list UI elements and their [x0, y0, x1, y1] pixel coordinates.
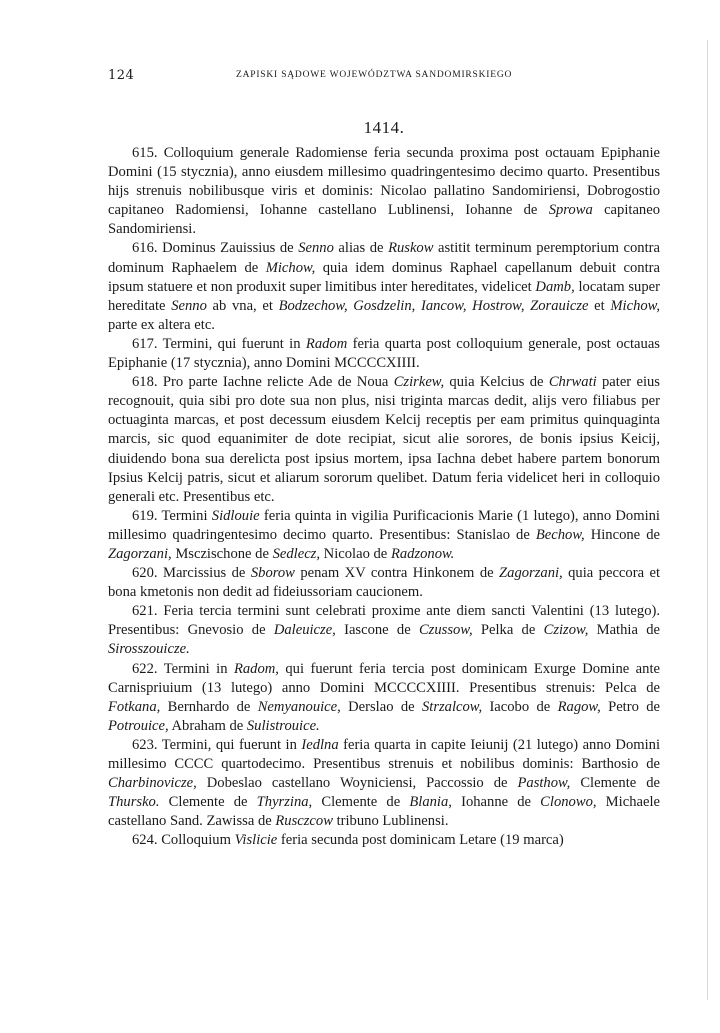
entry-text: Termini, qui fuerunt in [157, 335, 306, 352]
entry-paragraph [108, 660, 660, 736]
entry-text: Michaele castellano Sand. Zawissa de [108, 794, 660, 830]
place-name: Thyrzina, [256, 794, 313, 811]
running-title: ZAPISKI SĄDOWE WOJEWÓDZTWA SANDOMIRSKIEGO [236, 70, 513, 80]
entry-text: feria quinta in vigilia Purificacionis Marie (1 lutego), anno Domini millesimo quadringentesimo decimo quarto. Presentibus: Stanislao de [108, 507, 660, 543]
entry-text: ab vna, et [206, 297, 279, 314]
place-name: Pasthow, [517, 775, 571, 792]
place-name: Clonowo, [540, 794, 597, 811]
entry-text: Iascone de [335, 622, 419, 639]
running-head [108, 68, 660, 86]
entry-text: feria quarta in capite Ieiunij (21 lutego) anno Domini millesimo CCCC quartodecimo. Presentibus strenuis et nobilibus dominis: Barthosio de [108, 736, 660, 772]
entry-text: Iohanne de [451, 794, 541, 811]
entry-text: Hincone de [584, 526, 660, 543]
entry-text: Clemente de [159, 794, 257, 811]
place-name: Senno [171, 297, 207, 314]
entry-text: Colloquium [157, 832, 235, 849]
entry-number: 617. [132, 335, 158, 352]
place-name: Damb, [535, 278, 575, 295]
place-name: Ruskow [388, 240, 434, 257]
entry-text: Colloquium generale Radomiense feria secunda proxima post octauam Epiphanie Domini (15 stycznia), anno eiusdem millesimo quadringentesimo decimo quarto. Presentibus hijs strenuis nobilibusque viris et dominis: Nicolao pallatino Sandomiriensi, Dobrogostio capitaneo Radomiensi, Iohanne castellano Lublinensi, Iohanne de [108, 145, 660, 219]
page-edge-rule [707, 40, 708, 1000]
place-name: Ragow, [557, 698, 601, 715]
entry-text: Dobeslao castellano Woyniciensi, Paccossio de [196, 775, 518, 792]
entry-text: locatam super hereditate [108, 278, 660, 314]
place-name: Czizow, [543, 622, 589, 639]
place-name: Iedlna [301, 736, 339, 753]
entry-text: alias de [333, 240, 389, 257]
entries-body [108, 144, 660, 850]
entry-text: parte ex altera etc. [108, 316, 215, 333]
place-name: Czirkew, [393, 374, 445, 391]
entry-text: Termini in [157, 660, 234, 677]
place-name: Sidlouie [211, 507, 260, 524]
entry-text: Bernhardo de [160, 698, 258, 715]
page-number: 124 [108, 68, 135, 83]
entry-number: 622. [132, 660, 158, 677]
place-name: Bodzechow, Gosdzelin, Iancow, Hostrow, Zorauicze [278, 297, 589, 314]
place-name: Thursko. [108, 794, 160, 811]
entry-paragraph [108, 602, 660, 659]
entry-paragraph [108, 335, 660, 373]
entry-number: 623. [132, 736, 158, 753]
place-name: Sirosszouicze. [108, 641, 190, 658]
entry-text: Clemente de [312, 794, 410, 811]
entry-text: Mathia de [588, 622, 660, 639]
entry-text: quia Kelcius de [444, 374, 549, 391]
entry-text: penam XV contra Hinkonem de [294, 565, 500, 582]
entry-text: astitit terminum peremptorium contra dominum Raphaelem de [108, 240, 660, 276]
place-name: Strzalcow, [421, 698, 483, 715]
entry-paragraph [108, 507, 660, 564]
entry-number: 615. [132, 145, 158, 161]
entry-paragraph [108, 736, 660, 831]
place-name: Sulistrouice. [246, 717, 320, 734]
place-name: Nemyanouice, [257, 698, 341, 715]
entry-text: Msczischone de [171, 545, 273, 562]
place-name: Blania, [409, 794, 452, 811]
place-name: Senno [298, 240, 334, 257]
place-name: Sprowa [548, 202, 593, 219]
place-name: Chrwati [548, 374, 597, 391]
place-name: Bechow, [535, 526, 585, 543]
place-name: Zagorzani, [108, 545, 172, 562]
entry-paragraph [108, 564, 660, 602]
entry-text: Feria tercia termini sunt celebrati proxime ante diem sancti Valentini (13 lutego). Presentibus: Gnevosio de [108, 603, 660, 639]
entry-number: 616. [132, 240, 158, 257]
entry-paragraph [108, 239, 660, 334]
place-name: Rusczcow [275, 813, 333, 830]
entry-text: Pelka de [472, 622, 544, 639]
entry-text: Nicolao de [320, 545, 391, 562]
entry-text: feria secunda post dominicam Letare (19 marca) [277, 832, 564, 849]
entry-text: qui fuerunt feria tercia post dominicam Exurge Domine ante Carnispriuium (13 lutego) anno Domini MCCCCXIIII. Presentibus strenuis: Pelca de [108, 660, 660, 696]
place-name: Zagorzani, [499, 565, 563, 582]
entry-paragraph [108, 831, 660, 850]
year-heading: 1414. [363, 118, 405, 137]
place-name: Radzonow. [390, 545, 455, 562]
entry-text: Marcissius de [157, 565, 251, 582]
entry-text: pater eius recognouit, quia sibi pro dote sua non plus, nisi triginta marcas dedit, alijs vero filiabus per octuaginta marcas, et post decessum eiusdem Kelcij receptis per eam primitus quinquaginta marcis, sic quod equanimiter de dote recipiat, sicut alie sorores, de bonis ipsius Keicij, diuidendo bona sua derelicta post ipsius mortem, ipsa Iachna debet habere partem bonorum Ipsius Kelcij patris, sicut et aliarum sororum quelibet. Datum feria videlicet heri in colloquio generali etc. Presentibus etc. [108, 374, 660, 505]
entry-number: 618. [132, 374, 158, 391]
entry-text: Derslao de [340, 698, 422, 715]
entry-text: et [588, 297, 611, 314]
entry-text: Clemente de [570, 775, 660, 792]
place-name: Sborow [250, 565, 295, 582]
entry-paragraph [108, 144, 660, 239]
entry-text: Petro de [600, 698, 660, 715]
place-name: Charbinovicze, [108, 775, 197, 792]
entry-text: Dominus Zauissius de [157, 240, 299, 257]
place-name: Radom [305, 335, 348, 352]
entry-number: 624. [132, 832, 158, 849]
entry-text: Abraham de [168, 717, 247, 734]
entry-paragraph [108, 373, 660, 507]
entry-text: capitaneo Sandomiriensi. [108, 202, 660, 238]
entry-text: Termini, qui fuerunt in [157, 736, 302, 753]
entry-text: feria quarta post colloquium generale, post octauas Epiphanie (17 stycznia), anno Domini MCCCCXIIII. [108, 335, 660, 372]
place-name: Daleuicze, [273, 622, 336, 639]
entry-text: quia peccora et bona kmetonis non dedit ad fideiussoriam caucionem. [108, 565, 661, 601]
entry-number: 620. [132, 565, 158, 582]
entry-text: Iacobo de [482, 698, 558, 715]
entry-number: 619. [132, 507, 158, 524]
place-name: Sedlecz, [272, 545, 321, 562]
entry-number: 621. [132, 603, 158, 620]
place-name: Fotkana, [108, 698, 161, 715]
place-name: Vislicie [234, 832, 278, 849]
entry-text: Termini [157, 507, 212, 524]
place-name: Radom, [233, 660, 279, 677]
entry-text: quia idem dominus Raphael capellanum debuit contra ipsum statuere et non produxit super limitibus inter hereditates, videlicet [108, 259, 660, 295]
place-name: Czussow, [418, 622, 473, 639]
place-name: Michow, [610, 297, 660, 314]
entry-text: Pro parte Iachne relicte Ade de Noua [157, 374, 394, 391]
place-name: Potrouice, [108, 717, 169, 734]
place-name: Michow, [265, 259, 316, 276]
entry-text: tribuno Lublinensi. [332, 813, 449, 830]
